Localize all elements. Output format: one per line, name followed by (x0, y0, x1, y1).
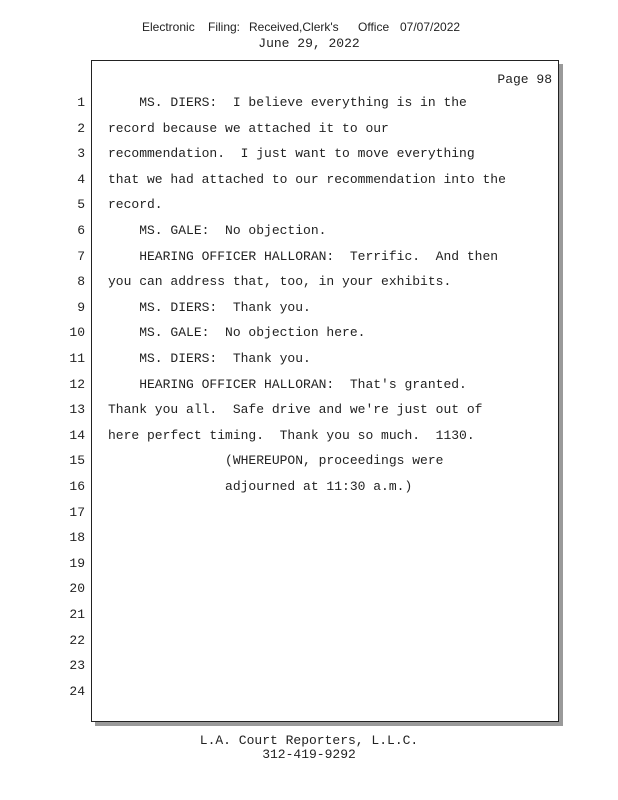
line-text: (WHEREUPON, proceedings were (108, 453, 444, 469)
line-text: MS. GALE: No objection here. (108, 325, 366, 341)
line-number: 19 (69, 555, 85, 571)
line-number: 11 (69, 351, 85, 366)
line-number: 21 (69, 607, 85, 622)
line-text: MS. DIERS: Thank you. (108, 299, 311, 315)
page-number: Page 98 (497, 72, 552, 87)
transcript-line (69, 427, 558, 448)
line-number: 10 (69, 325, 85, 341)
line-number: 12 (69, 376, 85, 392)
line-number: 7 (77, 248, 85, 264)
transcript-line (69, 683, 558, 704)
line-text: HEARING OFFICER HALLORAN: Terrific. And then (108, 248, 499, 264)
transcript-line (69, 581, 558, 601)
line-text: record because we attached it to our (108, 120, 389, 136)
transcript-line (69, 453, 558, 473)
stamp-filing: Filing: (208, 20, 241, 34)
line-number: 22 (69, 632, 85, 648)
line-number: 9 (77, 299, 85, 315)
header-date: June 29, 2022 (258, 36, 360, 51)
line-number: 6 (77, 223, 85, 238)
line-number: 8 (77, 274, 85, 290)
line-number: 23 (69, 658, 85, 674)
transcript-page (69, 60, 559, 722)
line-number: 20 (69, 581, 85, 597)
line-number: 4 (77, 171, 85, 187)
transcript-line (69, 479, 558, 499)
transcript-line (77, 171, 558, 192)
transcript-line (77, 95, 558, 115)
transcript-line (69, 658, 558, 678)
line-number: 2 (77, 120, 85, 136)
line-number: 13 (69, 402, 85, 418)
transcript-line (69, 402, 558, 422)
filing-stamp (0, 20, 618, 36)
line-number: 24 (69, 683, 85, 699)
line-number: 1 (77, 95, 85, 110)
stamp-received: Received,Clerk's (249, 20, 339, 34)
stamp-office: Office (358, 20, 390, 34)
transcript-line (69, 607, 558, 627)
transcript-line (77, 120, 558, 141)
line-text: here perfect timing. Thank you so much. 1130. (108, 427, 475, 443)
stamp-date: 07/07/2022 (400, 20, 461, 34)
line-text: HEARING OFFICER HALLORAN: That's granted. (108, 376, 467, 392)
line-text: adjourned at 11:30 a.m.) (108, 479, 413, 494)
transcript-line (69, 325, 558, 345)
line-text: you can address that, too, in your exhibits. (108, 274, 452, 290)
transcript-line (77, 197, 558, 217)
transcript-line (77, 274, 558, 294)
transcript-line (77, 299, 558, 320)
transcript-line (77, 146, 558, 166)
line-number: 18 (69, 530, 85, 546)
line-text: MS. GALE: No objection. (108, 223, 327, 238)
transcript-line (69, 376, 558, 397)
transcript-line (69, 351, 558, 371)
footer-phone: 312-419-9292 (262, 747, 356, 762)
line-number: 15 (69, 453, 85, 469)
line-text: recommendation. I just want to move everything (108, 146, 475, 162)
transcript-line (69, 504, 558, 525)
transcript-line (69, 555, 558, 576)
line-number: 14 (69, 427, 85, 443)
line-text: Thank you all. Safe drive and we're just out of (108, 402, 483, 418)
stamp-electronic: Electronic (142, 20, 195, 34)
line-number: 5 (77, 197, 85, 213)
line-number: 16 (69, 479, 85, 494)
line-text: MS. DIERS: Thank you. (108, 351, 311, 366)
line-number: 17 (69, 504, 85, 520)
transcript-line (69, 632, 558, 653)
transcript-line (77, 248, 558, 269)
line-number: 3 (77, 146, 85, 162)
footer-company: L.A. Court Reporters, L.L.C. (199, 733, 419, 748)
line-text: MS. DIERS: I believe everything is in the (108, 95, 467, 110)
transcript-line (69, 530, 558, 550)
line-text: that we had attached to our recommendation into the (108, 171, 506, 187)
line-text: record. (108, 197, 163, 213)
transcript-line (77, 223, 558, 243)
